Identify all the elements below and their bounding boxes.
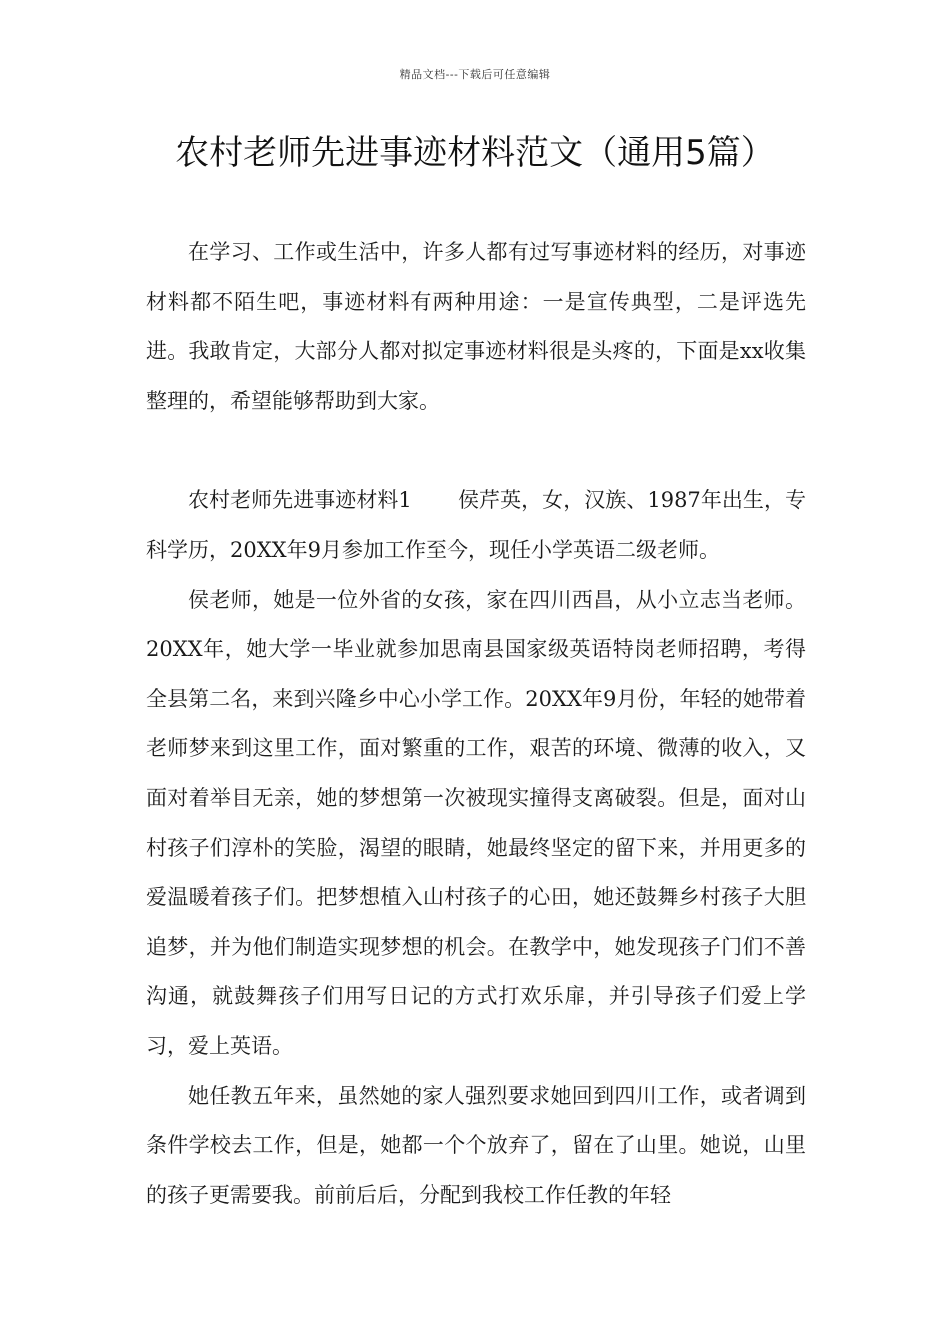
header-note: 精品文档---下载后可任意编辑 — [399, 68, 551, 81]
document-body — [146, 228, 806, 1220]
intro-paragraph: 在学习、工作或生活中，许多人都有过写事迹材料的经历，对事迹材料都不陌生吧，事迹材料有两种用途：一是宣传典型，二是评选先进。我敢肯定，大部分人都对拟定事迹材料很是头疼的，下面是xx收集整理的，希望能够帮助到大家。 — [146, 240, 806, 413]
page-title: 农村老师先进事迹材料范文（通用5篇） — [175, 133, 775, 173]
section-1-paragraph — [146, 476, 806, 575]
paragraph-spacer — [146, 426, 806, 476]
section-1-heading: 农村老师先进事迹材料1 — [188, 488, 412, 513]
body-paragraph-1: 侯老师，她是一位外省的女孩，家在四川西昌，从小立志当老师。20XX年，她大学一毕业就参加思南县国家级英语特岗老师招聘，考得全县第二名，来到兴隆乡中心小学工作。20XX年9月份，年轻的她带着老师梦来到这里工作，面对繁重的工作，艰苦的环境、微薄的收入，又面对着举目无亲，她的梦想第一次被现实撞得支离破裂。但是，面对山村孩子们淳朴的笑脸，渴望的眼睛，她最终坚定的留下来，并用更多的爱温暖着孩子们。把梦想植入山村孩子的心田，她还鼓舞乡村孩子大胆追梦，并为他们制造实现梦想的机会。在教学中，她发现孩子门们不善沟通，就鼓舞孩子们用写日记的方式打欢乐扉，并引导孩子们爱上学习，爱上英语。 — [146, 587, 806, 1058]
body-paragraph-2: 她任教五年来，虽然她的家人强烈要求她回到四川工作，或者调到条件学校去工作，但是，她都一个个放弃了，留在了山里。她说，山里的孩子更需要我。前前后后，分配到我校工作任教的年轻 — [146, 1083, 806, 1207]
section-1-lead: 侯芹英，女，汉族、1987年出生，专科学历，20XX年9月参加工作至今，现任小学英语二级老师。 — [146, 488, 806, 562]
